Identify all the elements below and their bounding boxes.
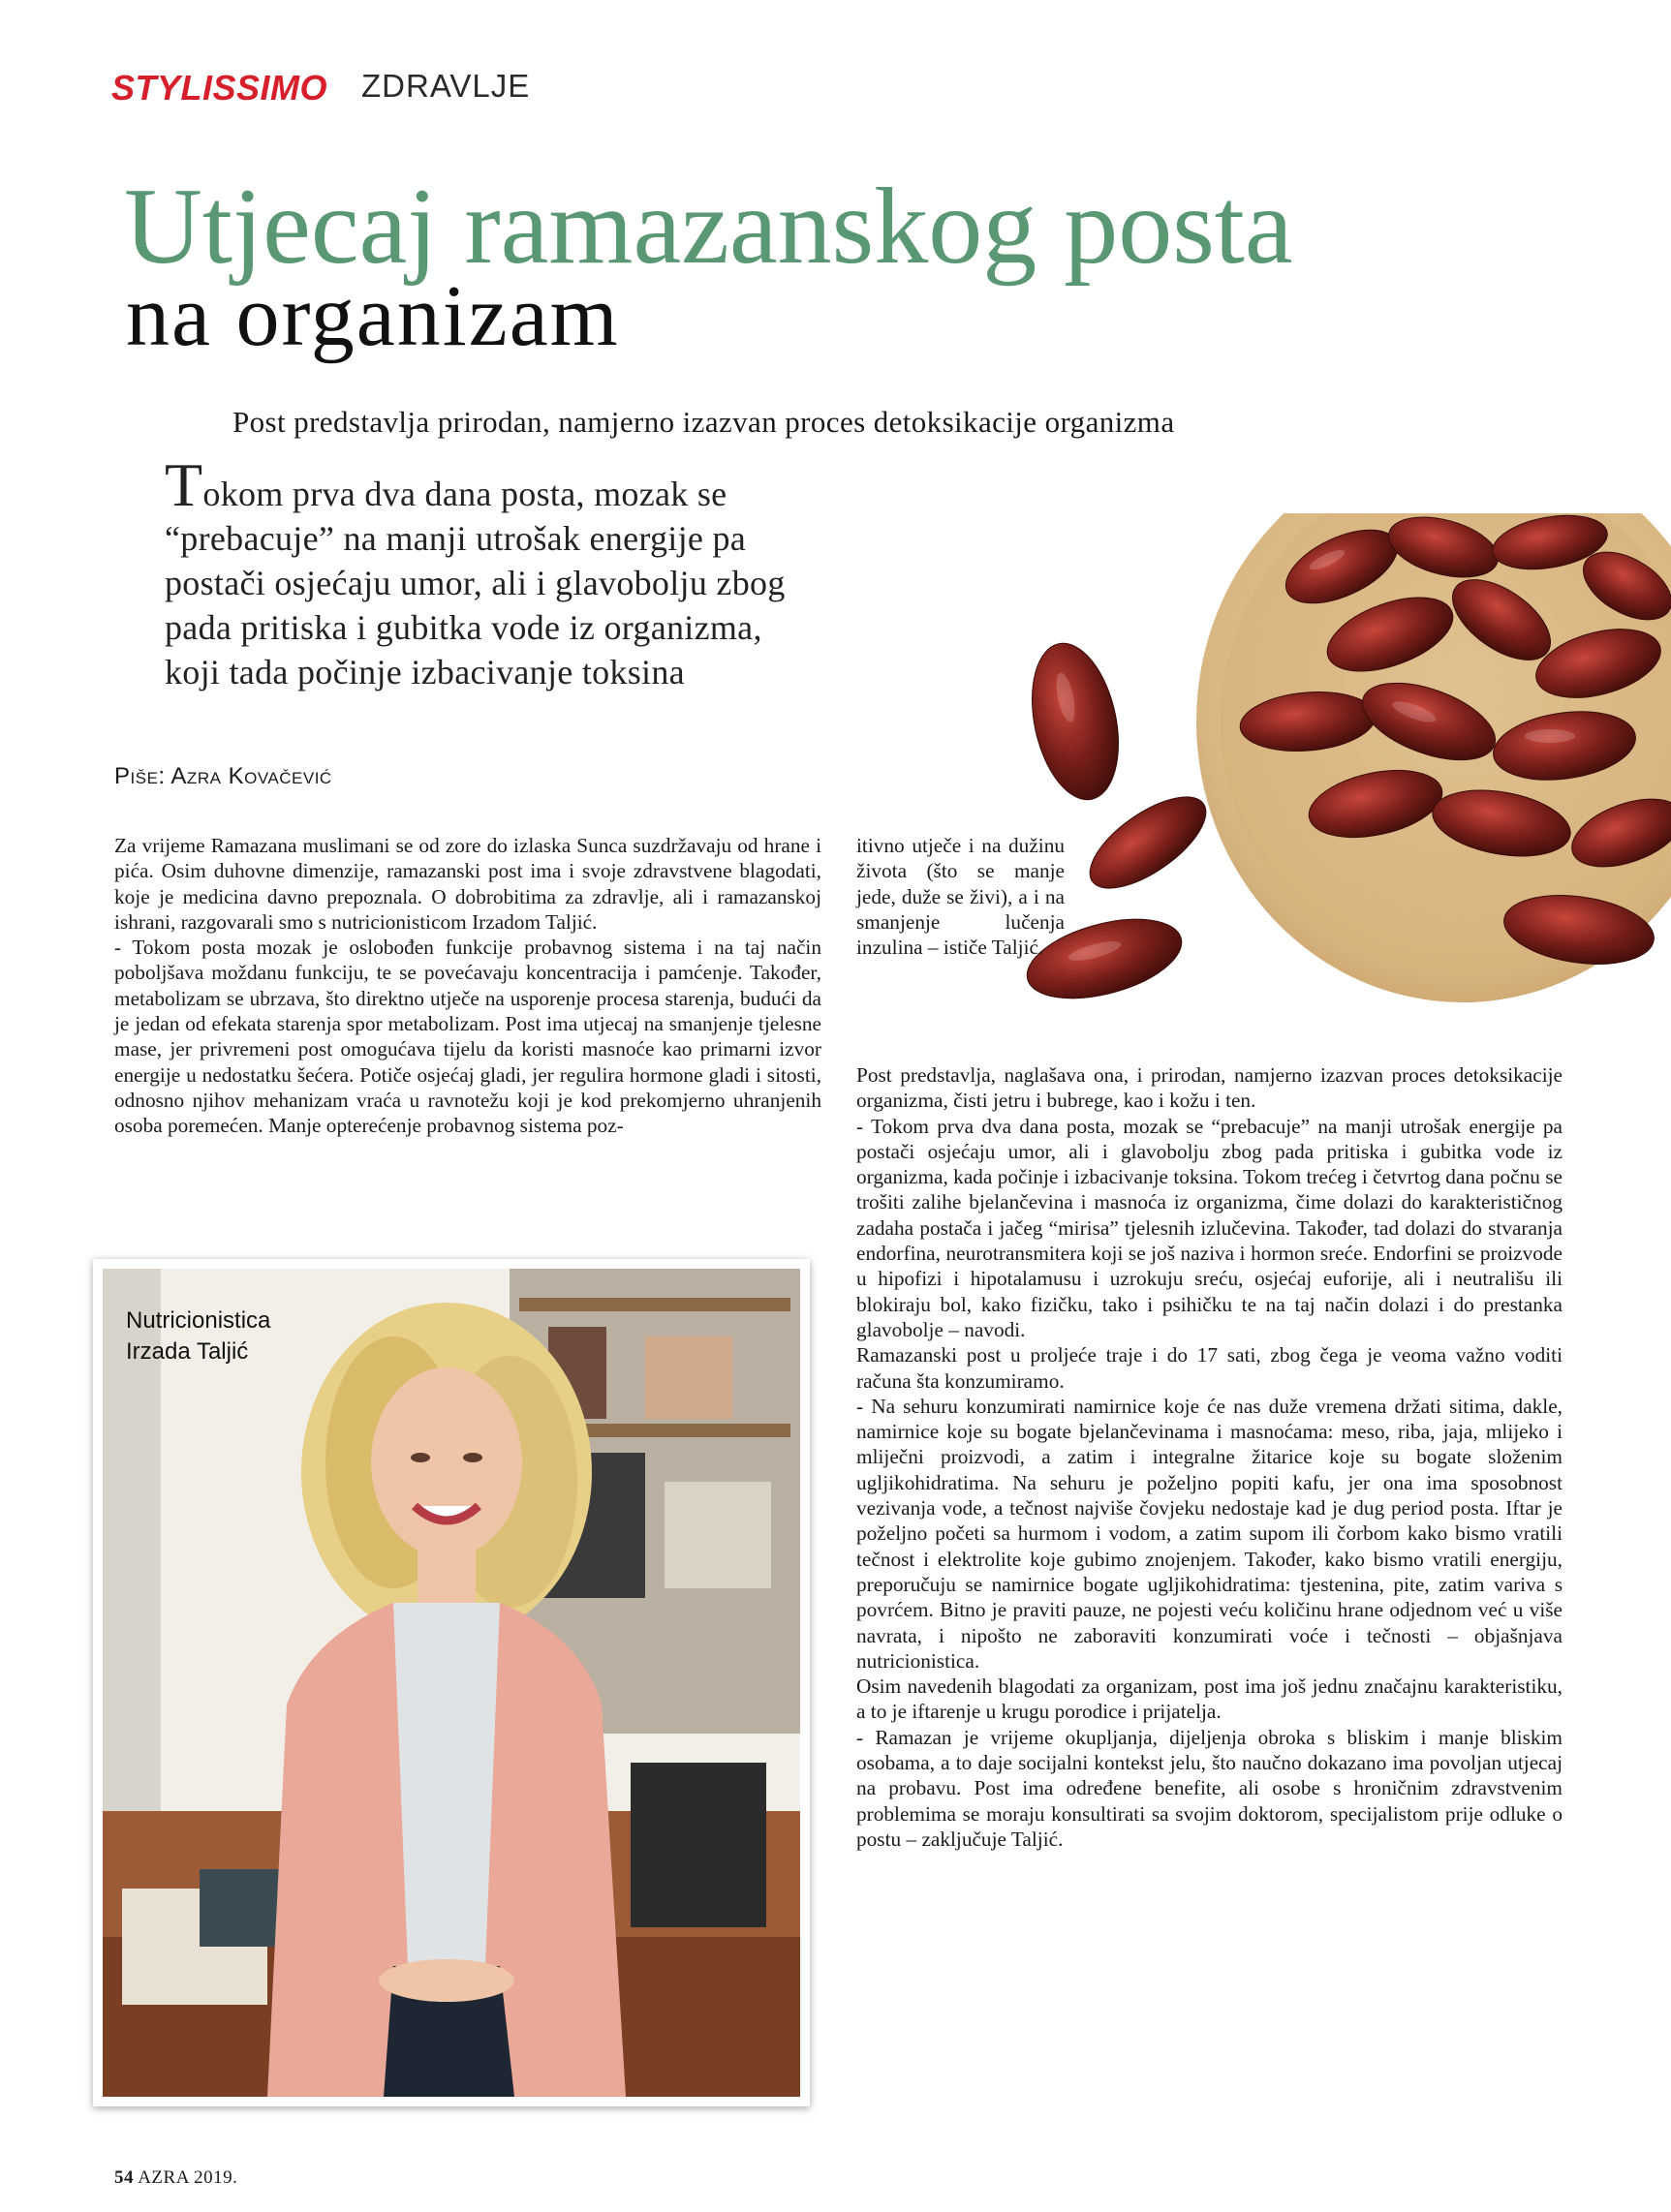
lead-line: Tokom prva dva dana posta, mozak se	[165, 450, 727, 519]
article-title-line2: na organizam	[126, 268, 620, 364]
section-label: ZDRAVLJE	[361, 68, 531, 104]
article-column-2-narrow: itivno utječe i na dužinu života (što se manje jede, duže se živi), a i na smanjenje lučenja inzulina – ističe Taljić.	[856, 834, 1065, 960]
lead-line: “prebacuje” na manji utrošak energije pa	[165, 519, 747, 558]
body-paragraph: Osim navedenih blagodati za organizam, post ima još jednu značajnu karakteristiku, a to je iftarenje u krugu porodice i prijatelja.	[856, 1674, 1563, 1724]
photo-caption-line: Nutricionistica	[126, 1307, 271, 1334]
body-paragraph: Ramazanski post u proljeće traje i do 17 sati, zbog čega je veoma važno voditi računa šta konzumiramo.	[856, 1343, 1563, 1393]
body-paragraph: - Tokom posta mozak je oslobođen funkcije probavnog sistema i na taj način poboljšava moždanu funkciju, te se povećavaju koncentracija i pamćenje. Također, metabolizam se ubrzava, što direktno utječe na usporenje procesa starenja, budući da je jedan od efekata starenja spor metabolizam. Post ima utjecaj na smanjenje tjelesne mase, jer privremeni post omogućava tijelu da koristi masnoće kao primarni izvor energije u nedostatku šećera. Potiče osjećaj gladi, jer regulira hormone gladi i sitosti, odnosno njihov mehanizam vraća u ravnotežu koji je kod prekomjerno uhranjenih osoba poremećen. Manje opterećenje probavnog sistema poz-	[114, 936, 821, 1138]
author-byline: Piše: Azra Kovačević	[114, 763, 332, 789]
lead-line: pada pritiska i gubitka vode iz organizma,	[165, 608, 762, 647]
article-title-line1: Utjecaj ramazanskog posta	[124, 167, 1293, 287]
body-paragraph: - Ramazan je vrijeme okupljanja, dijeljenja obroka s bliskim i manje bliskim osobama, a to daje socijalni kontekst jelu, što naučno dokazano ima povoljan utjecaj na probavu. Post ima određene benefite, ali osobe s hroničnim zdravstvenim problemima se moraju konsultirati sa svojim doktorom, specijalistom prije odluke o postu – zaključuje Taljić.	[856, 1725, 1563, 1851]
article-column-2	[856, 1062, 1563, 1852]
body-paragraph: - Na sehuru konzumirati namirnice koje će nas duže vremena držati sitima, dakle, namirnice koje su bogate bjelančevinama i masnoćama: meso, riba, jaja, mlijeko i mliječni proizvodi, a zatim i integralne žitarice koje su bogate složenim ugljikohidratima. Na sehuru je poželjno popiti kafu, jer ona ima sposobnost vezivanja vode, a tečnost najviše čovjeku nedostaje kad je dug period posta. Iftar je poželjno početi sa hurmom i vodom, a zatim supom ili čorbom kako bismo vratili tečnost i elektrolite koje gubimo znojenjem. Također, kako bismo vratili energiju, preporučuju se namirnice bogate ugljikohidratima: tjestenina, pite, zatim variva s povrćem. Bitno je praviti pauze, ne pojesti veću količinu hrane odjednom već u više navrata, i nipošto ne zaboraviti konzumirati voće i tečnosti – objašnjava nutricionistica.	[856, 1394, 1563, 1673]
lead-line: postači osjećaju umor, ali i glavobolju zbog	[165, 564, 786, 602]
page-footer	[114, 2167, 237, 2189]
dates-photo	[959, 513, 1671, 1036]
portrait-illustration	[103, 1269, 800, 2097]
portrait-photo	[103, 1269, 800, 2097]
lead-line: koji tada počinje izbacivanje toksina	[165, 653, 685, 691]
page-number: 54	[114, 2167, 134, 2188]
body-paragraph: - Tokom prva dva dana posta, mozak se “prebacuje” na manji utrošak energije pa postači osjećaju umor, ali i glavobolju zbog pada pritiska i gubitka vode iz organizma, kada počinje i izbacivanje toksina. Tokom trećeg i četvrtog dana počnu se trošiti zalihe bjelančevina i masnoća iz organizma, čime dolazi do karakterističnog zadaha postača i jačeg “mirisa” tjelesnih izlučevina. Također, tad dolazi do stvaranja endorfina, neurotransmitera koji se još naziva i hormon sreće. Endorfini se proizvode u hipofizi i hipotalamusu i uzrokuju sreću, osjećaj euforije, ali i neutrališu ili blokiraju bol, kako fizičku, tako i psihičku te na taj način dolazi i do prestanka glavobolje – navodi.	[856, 1114, 1563, 1341]
photo-caption	[126, 1306, 270, 1367]
body-paragraph: Post predstavlja, naglašava ona, i prirodan, namjerno izazvan proces detoksikacije organizma, čisti jetru i bubrege, kao i kožu i ten.	[856, 1063, 1563, 1113]
lead-paragraph	[165, 450, 940, 694]
magazine-logo: STYLISSIMO	[111, 68, 328, 108]
body-paragraph: Za vrijeme Ramazana muslimani se od zore do izlaska Sunca suzdržavaju od hrane i pića. Osim duhovne dimenzije, ramazanski post ima i svoje zdravstvene blagodati, koje je medicina davno prepoznala. O dobrobitima za zdravlje, ali i ramazanskoj ishrani, razgovarali smo s nutricionisticom Irzadom Taljić.	[114, 834, 821, 934]
issue-label: AZRA 2019.	[138, 2167, 238, 2188]
drop-cap: T	[165, 450, 203, 519]
portrait-photo-frame	[93, 1259, 810, 2106]
article-column-1	[114, 833, 821, 1139]
article-subtitle: Post predstavlja prirodan, namjerno izazvan proces detoksikacije organizma	[232, 405, 1175, 439]
photo-caption-line: Irzada Taljić	[126, 1338, 249, 1365]
